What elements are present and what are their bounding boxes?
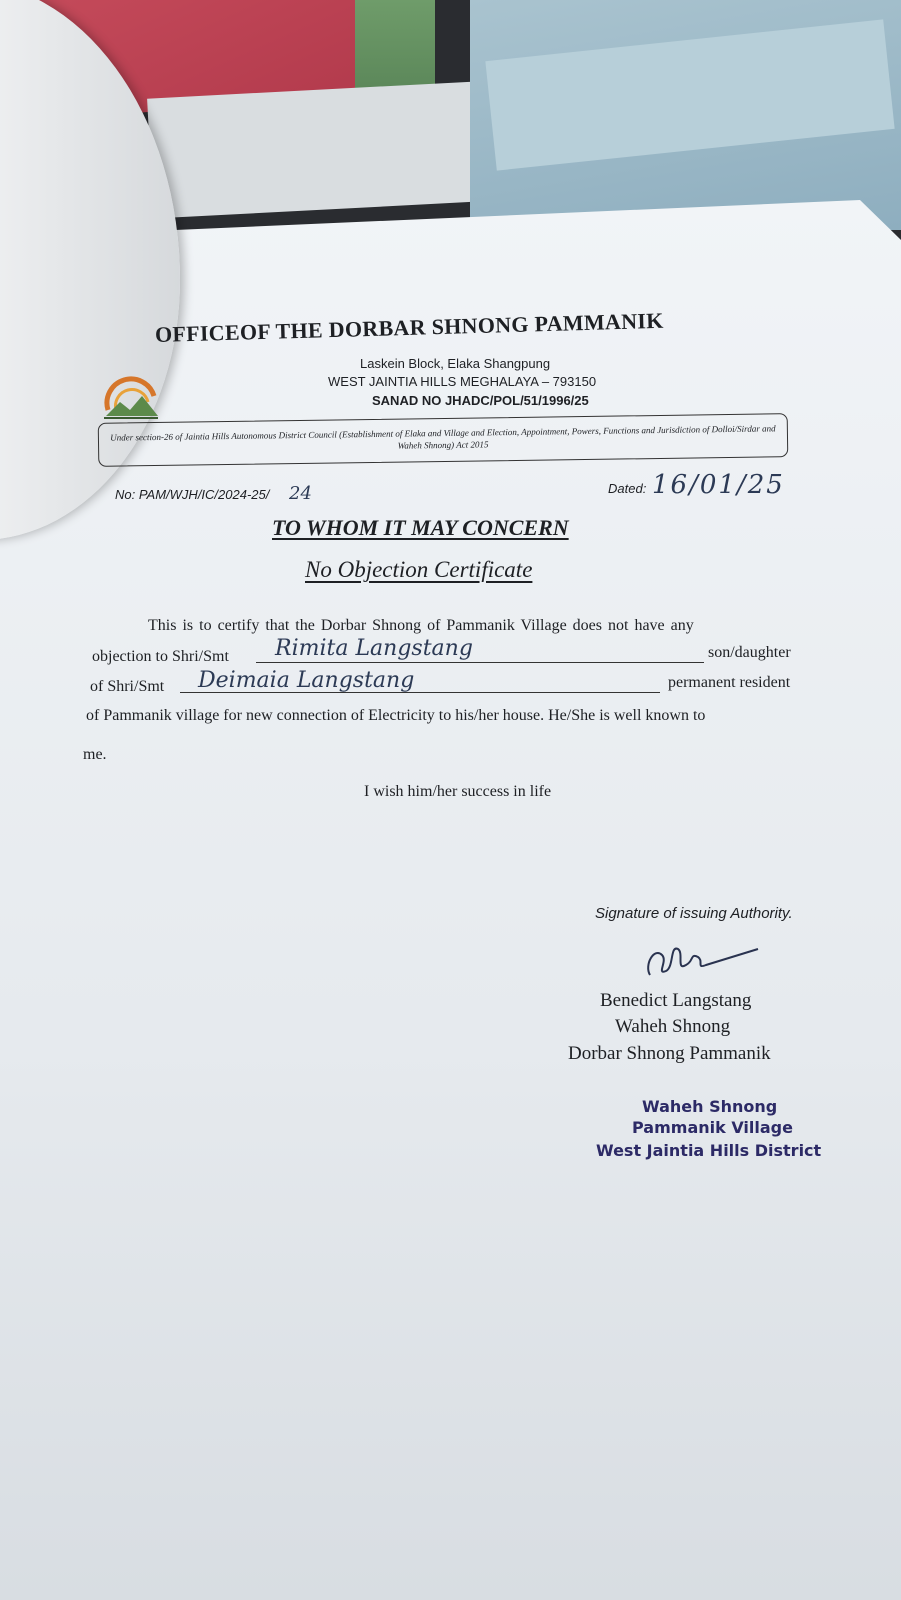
office-title: OFFICEOF THE DORBAR SHNONG PAMMANIK <box>154 307 664 347</box>
date-handwritten: 16/01/25 <box>652 470 785 500</box>
legal-reference-box: Under section-26 of Jaintia Hills Autonomous District Council (Establishment of Elaka and Village and Election, Appointment, Powers, Functions and Jurisdiction of Dolloi/Sirdar and Waheh Shnong) Act 2015 <box>98 413 789 467</box>
dated-label: Dated: <box>608 481 647 496</box>
signature-label: Signature of issuing Authority. <box>595 905 793 922</box>
body-line-5: me. <box>83 746 107 763</box>
sanad-number: SANAD NO JHADC/POL/51/1996/25 <box>372 393 589 408</box>
reference-number-handwritten: 24 <box>289 483 312 504</box>
applicant-name-handwritten: Rimita Langstang <box>275 636 473 661</box>
heading-to-whom: TO WHOM IT MAY CONCERN <box>272 515 569 540</box>
body-line-3-suffix: permanent resident <box>668 674 791 691</box>
body-line-4: of Pammanik village for new connection of Electricity to his/her house. He/She is well known to <box>86 707 706 724</box>
stamp-line-2: Pammanik Village <box>632 1118 793 1137</box>
signatory-organization: Dorbar Shnong Pammanik <box>568 1043 771 1064</box>
signatory-name: Benedict Langstang <box>600 990 752 1011</box>
subheading-noc: No Objection Certificate <box>305 557 533 582</box>
body-line-2-prefix: objection to Shri/Smt <box>92 648 229 665</box>
parent-name-handwritten: Deimaia Langstang <box>198 668 415 693</box>
body-line-2-suffix: son/daughter <box>708 644 791 661</box>
body-line-3-prefix: of Shri/Smt <box>90 678 165 695</box>
signatory-designation: Waheh Shnong <box>615 1016 731 1037</box>
wish-line: I wish him/her success in life <box>364 783 552 800</box>
handwritten-signature-icon <box>640 935 760 985</box>
name-fill-line <box>256 662 704 663</box>
reference-number-label: No: PAM/WJH/IC/2024-25/ <box>115 487 270 502</box>
body-line-1: This is to certify that the Dorbar Shnong of Pammanik Village does not have any <box>148 617 694 634</box>
address-line-1: Laskein Block, Elaka Shangpung <box>360 356 551 371</box>
address-line-2: WEST JAINTIA HILLS MEGHALAYA – 793150 <box>328 374 597 389</box>
stamp-line-1: Waheh Shnong <box>642 1097 778 1116</box>
stamp-line-3: West Jaintia Hills District <box>596 1141 822 1160</box>
council-logo-icon <box>100 366 162 422</box>
